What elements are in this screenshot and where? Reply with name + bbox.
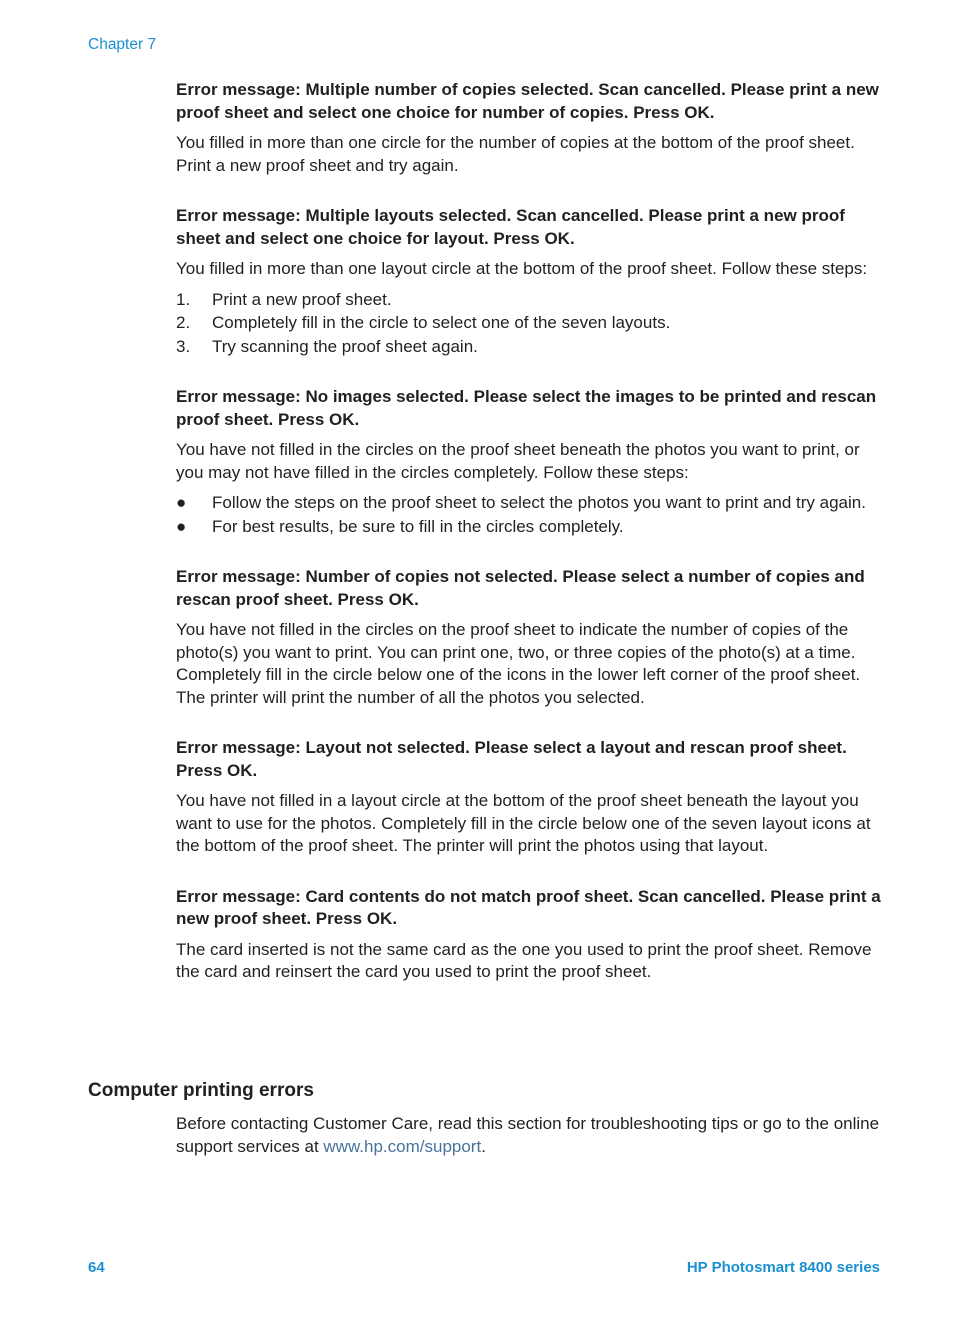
step-text: Try scanning the proof sheet again. (212, 336, 478, 356)
section-heading-computer-printing-errors: Computer printing errors (88, 1080, 314, 1101)
bullet-text: For best results, be sure to fill in the circles completely. (212, 516, 624, 536)
error-section-multiple-copies (176, 79, 888, 177)
error-description: The card inserted is not the same card as the one you used to print the proof sheet. Remove the card and reinsert the card you used to print the proof sheet. (176, 939, 872, 981)
computer-errors-intro (176, 1113, 888, 1158)
product-name: HP Photosmart 8400 series (686, 1259, 880, 1276)
error-description: You have not filled in the circles on the proof sheet to indicate the number of copies of the photo(s) you want to print. You can print one, two, or three copies of the photo(s) at a time. Completely fill in the circle below one of the icons in the lower left corner of the proof sheet. The printer will print the number of all the photos you selected. (176, 620, 861, 707)
error-section-copies-not-selected (176, 566, 888, 709)
error-description: You filled in more than one circle for the number of copies at the bottom of the proof sheet. Print a new proof sheet and try again. (176, 133, 855, 175)
error-title: Error message: No images selected. Please select the images to be printed and rescan proof sheet. Press OK. (176, 387, 877, 429)
error-section-card-mismatch (176, 886, 888, 984)
numbered-steps (176, 289, 888, 359)
error-message-list (176, 79, 888, 1012)
list-item (176, 289, 888, 312)
error-title: Error message: Layout not selected. Please select a layout and rescan proof sheet. Press OK. (176, 738, 847, 780)
step-number: 1. (176, 289, 191, 309)
page-number: 64 (88, 1259, 105, 1276)
intro-text: Before contacting Customer Care, read this section for troubleshooting tips or go to the online support services at (176, 1114, 880, 1156)
list-item (176, 516, 888, 539)
list-item (176, 492, 888, 515)
support-link[interactable]: www.hp.com/support (323, 1136, 482, 1156)
error-title: Error message: Multiple layouts selected. Scan cancelled. Please print a new proof sheet and select one choice for layout. Press OK. (176, 206, 845, 248)
bullet-list (176, 492, 888, 538)
list-item (176, 336, 888, 359)
bullet-text: Follow the steps on the proof sheet to select the photos you want to print and try again. (212, 493, 866, 512)
intro-end: . (481, 1136, 486, 1156)
bullet-icon: ● (176, 516, 187, 536)
error-section-multiple-layouts (176, 205, 888, 358)
error-section-no-images (176, 386, 888, 538)
error-description: You filled in more than one layout circle at the bottom of the proof sheet. Follow these steps: (176, 259, 868, 278)
bullet-icon: ● (176, 493, 187, 512)
step-number: 3. (176, 336, 191, 356)
error-title: Error message: Multiple number of copies selected. Scan cancelled. Please print a new proof sheet and select one choice for number of copies. Press OK. (176, 80, 879, 122)
step-text: Print a new proof sheet. (212, 289, 392, 309)
list-item (176, 312, 888, 335)
error-section-layout-not-selected (176, 737, 888, 858)
error-title: Error message: Number of copies not selected. Please select a number of copies and rescan proof sheet. Press OK. (176, 567, 865, 609)
error-title: Error message: Card contents do not match proof sheet. Scan cancelled. Please print a new proof sheet. Press OK. (176, 886, 881, 928)
chapter-label: Chapter 7 (88, 36, 157, 53)
error-description: You have not filled in a layout circle at the bottom of the proof sheet beneath the layout you want to use for the photos. Completely fill in the circle below one of the seven layout icons at the bottom of the proof sheet. The printer will print the photos using that layout. (176, 791, 871, 855)
step-number: 2. (176, 313, 191, 332)
step-text: Completely fill in the circle to select one of the seven layouts. (212, 313, 671, 332)
error-description: You have not filled in the circles on the proof sheet beneath the photos you want to print, or you may not have filled in the circles completely. Follow these steps: (176, 440, 860, 482)
